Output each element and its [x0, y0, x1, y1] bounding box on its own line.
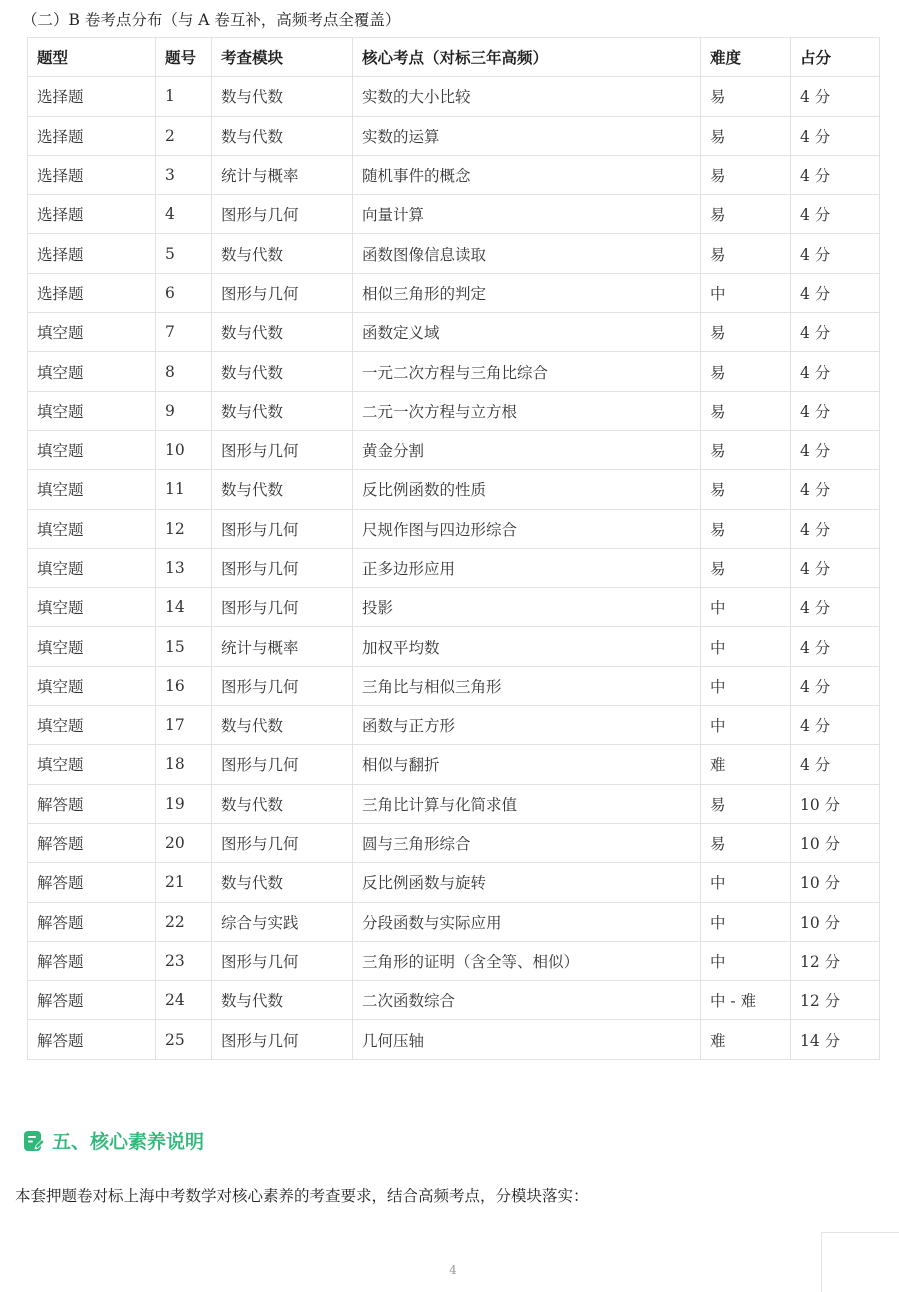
cell-difficulty: 中 [701, 273, 791, 312]
cell-difficulty: 易 [701, 509, 791, 548]
cell-core-point: 三角比与相似三角形 [353, 666, 701, 705]
cell-difficulty: 易 [701, 195, 791, 234]
cell-core-point: 黄金分割 [353, 430, 701, 469]
cell-core-point: 函数图像信息读取 [353, 234, 701, 273]
cell-core-point: 三角形的证明（含全等、相似） [353, 941, 701, 980]
cell-question-number: 15 [156, 627, 212, 666]
cell-question-type: 解答题 [28, 981, 156, 1020]
cell-module: 图形与几何 [212, 666, 353, 705]
cell-difficulty: 中 [701, 863, 791, 902]
cell-score: 4 分 [791, 391, 880, 430]
cell-difficulty: 中 [701, 941, 791, 980]
cell-question-type: 解答题 [28, 941, 156, 980]
cell-question-type: 填空题 [28, 391, 156, 430]
table-row [28, 902, 880, 941]
cell-score: 4 分 [791, 77, 880, 116]
cell-core-point: 向量计算 [353, 195, 701, 234]
cell-core-point: 二次函数综合 [353, 981, 701, 1020]
table-row [28, 470, 880, 509]
cell-difficulty: 易 [701, 548, 791, 587]
cell-question-number: 16 [156, 666, 212, 705]
cell-core-point: 函数与正方形 [353, 706, 701, 745]
cell-question-type: 解答题 [28, 784, 156, 823]
cell-module: 图形与几何 [212, 273, 353, 312]
cell-score: 14 分 [791, 1020, 880, 1059]
cell-score: 4 分 [791, 745, 880, 784]
cell-module: 数与代数 [212, 863, 353, 902]
cell-question-number: 22 [156, 902, 212, 941]
cell-difficulty: 易 [701, 116, 791, 155]
cell-module: 统计与概率 [212, 627, 353, 666]
exam-points-table [27, 37, 880, 1060]
table-row [28, 116, 880, 155]
edit-note-icon [22, 1129, 46, 1153]
intro-paragraph: 本套押题卷对标上海中考数学对核心素养的考查要求，结合高频考点，分模块落实： [15, 1187, 589, 1205]
table-row [28, 352, 880, 391]
cell-core-point: 函数定义域 [353, 313, 701, 352]
cell-core-point: 随机事件的概念 [353, 155, 701, 194]
cell-score: 4 分 [791, 313, 880, 352]
cell-question-number: 14 [156, 588, 212, 627]
cell-core-point: 正多边形应用 [353, 548, 701, 587]
cell-module: 数与代数 [212, 313, 353, 352]
cell-question-type: 填空题 [28, 627, 156, 666]
cell-difficulty: 易 [701, 784, 791, 823]
cell-score: 4 分 [791, 430, 880, 469]
cell-question-number: 8 [156, 352, 212, 391]
cell-core-point: 三角比计算与化简求值 [353, 784, 701, 823]
cell-core-point: 一元二次方程与三角比综合 [353, 352, 701, 391]
table-row [28, 941, 880, 980]
cell-core-point: 二元一次方程与立方根 [353, 391, 701, 430]
cell-difficulty: 中 [701, 666, 791, 705]
table-header-row [28, 38, 880, 77]
cell-core-point: 相似与翻折 [353, 745, 701, 784]
cell-question-type: 解答题 [28, 1020, 156, 1059]
cell-score: 4 分 [791, 548, 880, 587]
table-row [28, 706, 880, 745]
cell-question-number: 5 [156, 234, 212, 273]
cell-difficulty: 易 [701, 352, 791, 391]
cell-difficulty: 易 [701, 470, 791, 509]
cell-module: 图形与几何 [212, 195, 353, 234]
table-row [28, 745, 880, 784]
cell-question-number: 21 [156, 863, 212, 902]
cell-question-type: 填空题 [28, 548, 156, 587]
table-row [28, 588, 880, 627]
section-heading-text: 五、核心素养说明 [52, 1131, 205, 1153]
table-row [28, 273, 880, 312]
cell-difficulty: 易 [701, 234, 791, 273]
cell-question-number: 13 [156, 548, 212, 587]
cell-question-type: 填空题 [28, 352, 156, 391]
cell-core-point: 圆与三角形综合 [353, 823, 701, 862]
cell-module: 数与代数 [212, 234, 353, 273]
cell-score: 10 分 [791, 863, 880, 902]
table-row [28, 234, 880, 273]
cell-score: 4 分 [791, 588, 880, 627]
cell-question-number: 2 [156, 116, 212, 155]
table-row [28, 313, 880, 352]
table-row [28, 784, 880, 823]
cell-score: 4 分 [791, 509, 880, 548]
cell-difficulty: 易 [701, 77, 791, 116]
cell-score: 10 分 [791, 823, 880, 862]
cell-module: 数与代数 [212, 706, 353, 745]
cell-question-number: 24 [156, 981, 212, 1020]
table-row [28, 981, 880, 1020]
cell-score: 12 分 [791, 981, 880, 1020]
cell-question-type: 填空题 [28, 509, 156, 548]
cell-score: 4 分 [791, 116, 880, 155]
cell-difficulty: 易 [701, 155, 791, 194]
section-subtitle: （二）B 卷考点分布（与 A 卷互补，高频考点全覆盖） [22, 11, 401, 29]
cell-module: 数与代数 [212, 391, 353, 430]
cell-question-type: 填空题 [28, 470, 156, 509]
cell-question-number: 9 [156, 391, 212, 430]
cell-module: 统计与概率 [212, 155, 353, 194]
table-row [28, 77, 880, 116]
cell-module: 图形与几何 [212, 823, 353, 862]
table-body [28, 77, 880, 1059]
cell-score: 10 分 [791, 784, 880, 823]
cell-question-type: 选择题 [28, 273, 156, 312]
table-row [28, 666, 880, 705]
table-row [28, 430, 880, 469]
header-core-point: 核心考点（对标三年高频） [353, 38, 701, 77]
cell-question-number: 4 [156, 195, 212, 234]
table-row [28, 823, 880, 862]
cell-module: 图形与几何 [212, 588, 353, 627]
cell-question-number: 19 [156, 784, 212, 823]
cell-module: 数与代数 [212, 981, 353, 1020]
table-row [28, 1020, 880, 1059]
section-heading [22, 1127, 204, 1154]
header-module: 考查模块 [212, 38, 353, 77]
cell-question-number: 11 [156, 470, 212, 509]
cell-question-type: 解答题 [28, 902, 156, 941]
cell-score: 4 分 [791, 195, 880, 234]
cell-score: 4 分 [791, 627, 880, 666]
cell-module: 数与代数 [212, 784, 353, 823]
cell-question-type: 解答题 [28, 823, 156, 862]
cell-module: 图形与几何 [212, 1020, 353, 1059]
header-question-number: 题号 [156, 38, 212, 77]
cell-question-type: 解答题 [28, 863, 156, 902]
cell-question-type: 选择题 [28, 155, 156, 194]
cell-question-type: 选择题 [28, 234, 156, 273]
cell-difficulty: 难 [701, 745, 791, 784]
cell-core-point: 实数的大小比较 [353, 77, 701, 116]
cell-difficulty: 易 [701, 313, 791, 352]
cell-difficulty: 中 [701, 706, 791, 745]
table-row [28, 155, 880, 194]
table-row [28, 391, 880, 430]
cell-score: 4 分 [791, 155, 880, 194]
header-question-type: 题型 [28, 38, 156, 77]
cell-question-type: 填空题 [28, 745, 156, 784]
cell-module: 数与代数 [212, 352, 353, 391]
cell-module: 数与代数 [212, 470, 353, 509]
cell-question-number: 25 [156, 1020, 212, 1059]
cell-question-number: 1 [156, 77, 212, 116]
cell-core-point: 几何压轴 [353, 1020, 701, 1059]
cell-difficulty: 中 - 难 [701, 981, 791, 1020]
cell-question-number: 7 [156, 313, 212, 352]
cell-score: 12 分 [791, 941, 880, 980]
cell-module: 数与代数 [212, 77, 353, 116]
cell-score: 10 分 [791, 902, 880, 941]
table-row [28, 509, 880, 548]
cell-question-type: 选择题 [28, 116, 156, 155]
cell-module: 图形与几何 [212, 509, 353, 548]
cell-question-number: 3 [156, 155, 212, 194]
cell-question-number: 18 [156, 745, 212, 784]
cell-score: 4 分 [791, 273, 880, 312]
cell-difficulty: 易 [701, 391, 791, 430]
cell-difficulty: 难 [701, 1020, 791, 1059]
cell-core-point: 相似三角形的判定 [353, 273, 701, 312]
cell-question-type: 填空题 [28, 666, 156, 705]
cell-question-number: 17 [156, 706, 212, 745]
header-difficulty: 难度 [701, 38, 791, 77]
cell-core-point: 分段函数与实际应用 [353, 902, 701, 941]
cell-module: 图形与几何 [212, 548, 353, 587]
cell-module: 综合与实践 [212, 902, 353, 941]
cell-question-number: 23 [156, 941, 212, 980]
cell-difficulty: 易 [701, 823, 791, 862]
cell-core-point: 实数的运算 [353, 116, 701, 155]
corner-widget [821, 1232, 899, 1292]
cell-difficulty: 中 [701, 902, 791, 941]
cell-score: 4 分 [791, 352, 880, 391]
cell-module: 图形与几何 [212, 941, 353, 980]
cell-difficulty: 中 [701, 627, 791, 666]
cell-question-number: 12 [156, 509, 212, 548]
cell-question-type: 填空题 [28, 588, 156, 627]
cell-score: 4 分 [791, 470, 880, 509]
cell-question-number: 20 [156, 823, 212, 862]
cell-question-number: 6 [156, 273, 212, 312]
cell-question-type: 选择题 [28, 195, 156, 234]
cell-core-point: 投影 [353, 588, 701, 627]
cell-question-type: 填空题 [28, 706, 156, 745]
table-row [28, 548, 880, 587]
cell-score: 4 分 [791, 234, 880, 273]
header-score: 占分 [791, 38, 880, 77]
cell-difficulty: 中 [701, 588, 791, 627]
page-number: 4 [449, 1263, 457, 1277]
cell-module: 图形与几何 [212, 430, 353, 469]
cell-score: 4 分 [791, 666, 880, 705]
cell-core-point: 反比例函数与旋转 [353, 863, 701, 902]
cell-core-point: 加权平均数 [353, 627, 701, 666]
cell-question-type: 填空题 [28, 430, 156, 469]
cell-question-type: 选择题 [28, 77, 156, 116]
cell-module: 数与代数 [212, 116, 353, 155]
cell-difficulty: 易 [701, 430, 791, 469]
cell-core-point: 尺规作图与四边形综合 [353, 509, 701, 548]
table-row [28, 627, 880, 666]
table-row [28, 195, 880, 234]
cell-score: 4 分 [791, 706, 880, 745]
cell-module: 图形与几何 [212, 745, 353, 784]
cell-question-number: 10 [156, 430, 212, 469]
cell-core-point: 反比例函数的性质 [353, 470, 701, 509]
table-row [28, 863, 880, 902]
cell-question-type: 填空题 [28, 313, 156, 352]
